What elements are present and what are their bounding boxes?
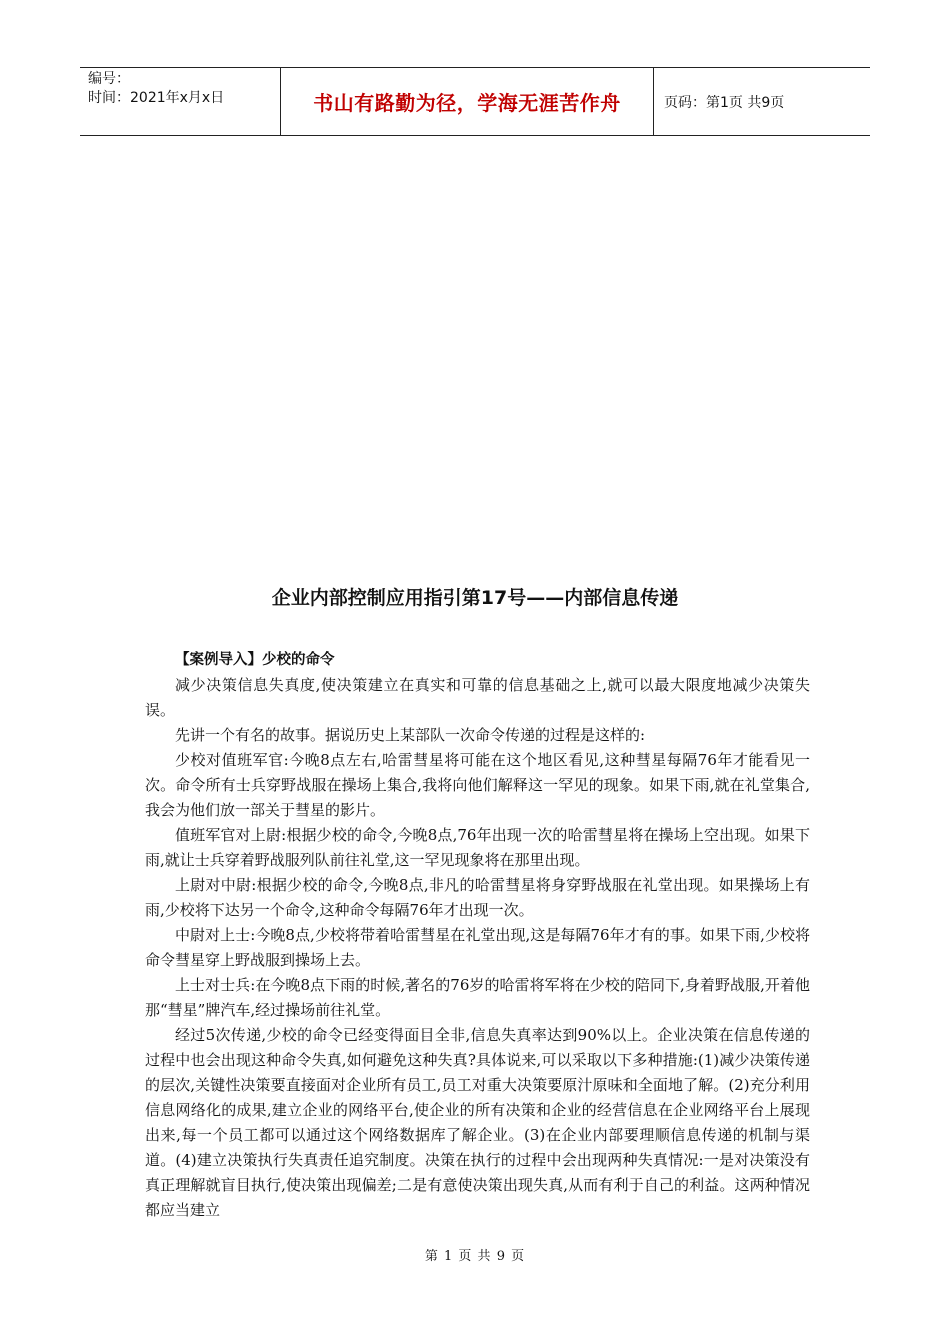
header-motto-cell	[281, 68, 654, 135]
header-motto: 书山有路勤为径，学海无涯苦作舟	[313, 91, 621, 115]
document-time-label: 时间：2021年x月x日	[88, 90, 225, 106]
paragraph: 少校对值班军官:今晚8点左右,哈雷彗星将可能在这个地区看见,这种彗星每隔76年才能看见一次。命令所有士兵穿野战服在操场上集合,我将向他们解释这一罕见的现象。如果下雨,就在礼堂集合,我会为他们放一部关于彗星的影片。	[145, 751, 810, 819]
page-header	[80, 67, 870, 136]
paragraph: 值班军官对上尉:根据少校的命令,今晚8点,76年出现一次的哈雷彗星将在操场上空出现。如果下雨,就让士兵穿着野战服列队前往礼堂,这一罕见现象将在那里出现。	[145, 826, 810, 869]
paragraph: 经过5次传递,少校的命令已经变得面目全非,信息失真率达到90%以上。企业决策在信息传递的过程中也会出现这种命令失真,如何避免这种失真?具体说来,可以采取以下多种措施:(1)减少决策传递的层次,关键性决策要直接面对企业所有员工,员工对重大决策要原汁原味和全面地了解。(2)充分利用信息网络化的成果,建立企业的网络平台,使企业的所有决策和企业的经营信息在企业网络平台上展现出来,每一个员工都可以通过这个网络数据库了解企业。(3)在企业内部要理顺信息传递的机制与渠道。(4)建立决策执行失真责任追究制度。决策在执行的过程中会出现两种失真情况:一是对决策没有真正理解就盲目执行,使决策出现偏差;二是有意使决策出现失真,从而有利于自己的利益。这两种情况都应当建立	[145, 1026, 810, 1219]
document-number-label: 编号：	[88, 71, 130, 87]
paragraph: 上尉对中尉:根据少校的命令,今晚8点,非凡的哈雷彗星将身穿野战服在礼堂出现。如果操场上有雨,少校将下达另一个命令,这种命令每隔76年才出现一次。	[145, 876, 810, 919]
document-body	[145, 648, 810, 1223]
paragraph: 先讲一个有名的故事。据说历史上某部队一次命令传递的过程是这样的:	[175, 726, 646, 744]
paragraph: 上士对士兵:在今晚8点下雨的时候,著名的76岁的哈雷将军将在少校的陪同下,身着野战服,开着他那“彗星”牌汽车,经过操场前往礼堂。	[145, 976, 810, 1019]
header-meta	[80, 68, 281, 135]
paragraph: 减少决策信息失真度,使决策建立在真实和可靠的信息基础之上,就可以最大限度地减少决策失误。	[145, 676, 810, 719]
paragraph: 中尉对上士:今晚8点,少校将带着哈雷彗星在礼堂出现,这是每隔76年才有的事。如果下雨,少校将命令彗星穿上野战服到操场上去。	[145, 926, 810, 969]
header-page-number: 页码：第1页 共9页	[664, 94, 785, 111]
section-heading: 【案例导入】少校的命令	[175, 652, 335, 668]
header-page-cell	[654, 68, 870, 135]
document-title: 企业内部控制应用指引第17号——内部信息传递	[271, 587, 679, 609]
page-footer: 第 1 页 共 9 页	[424, 1249, 526, 1264]
